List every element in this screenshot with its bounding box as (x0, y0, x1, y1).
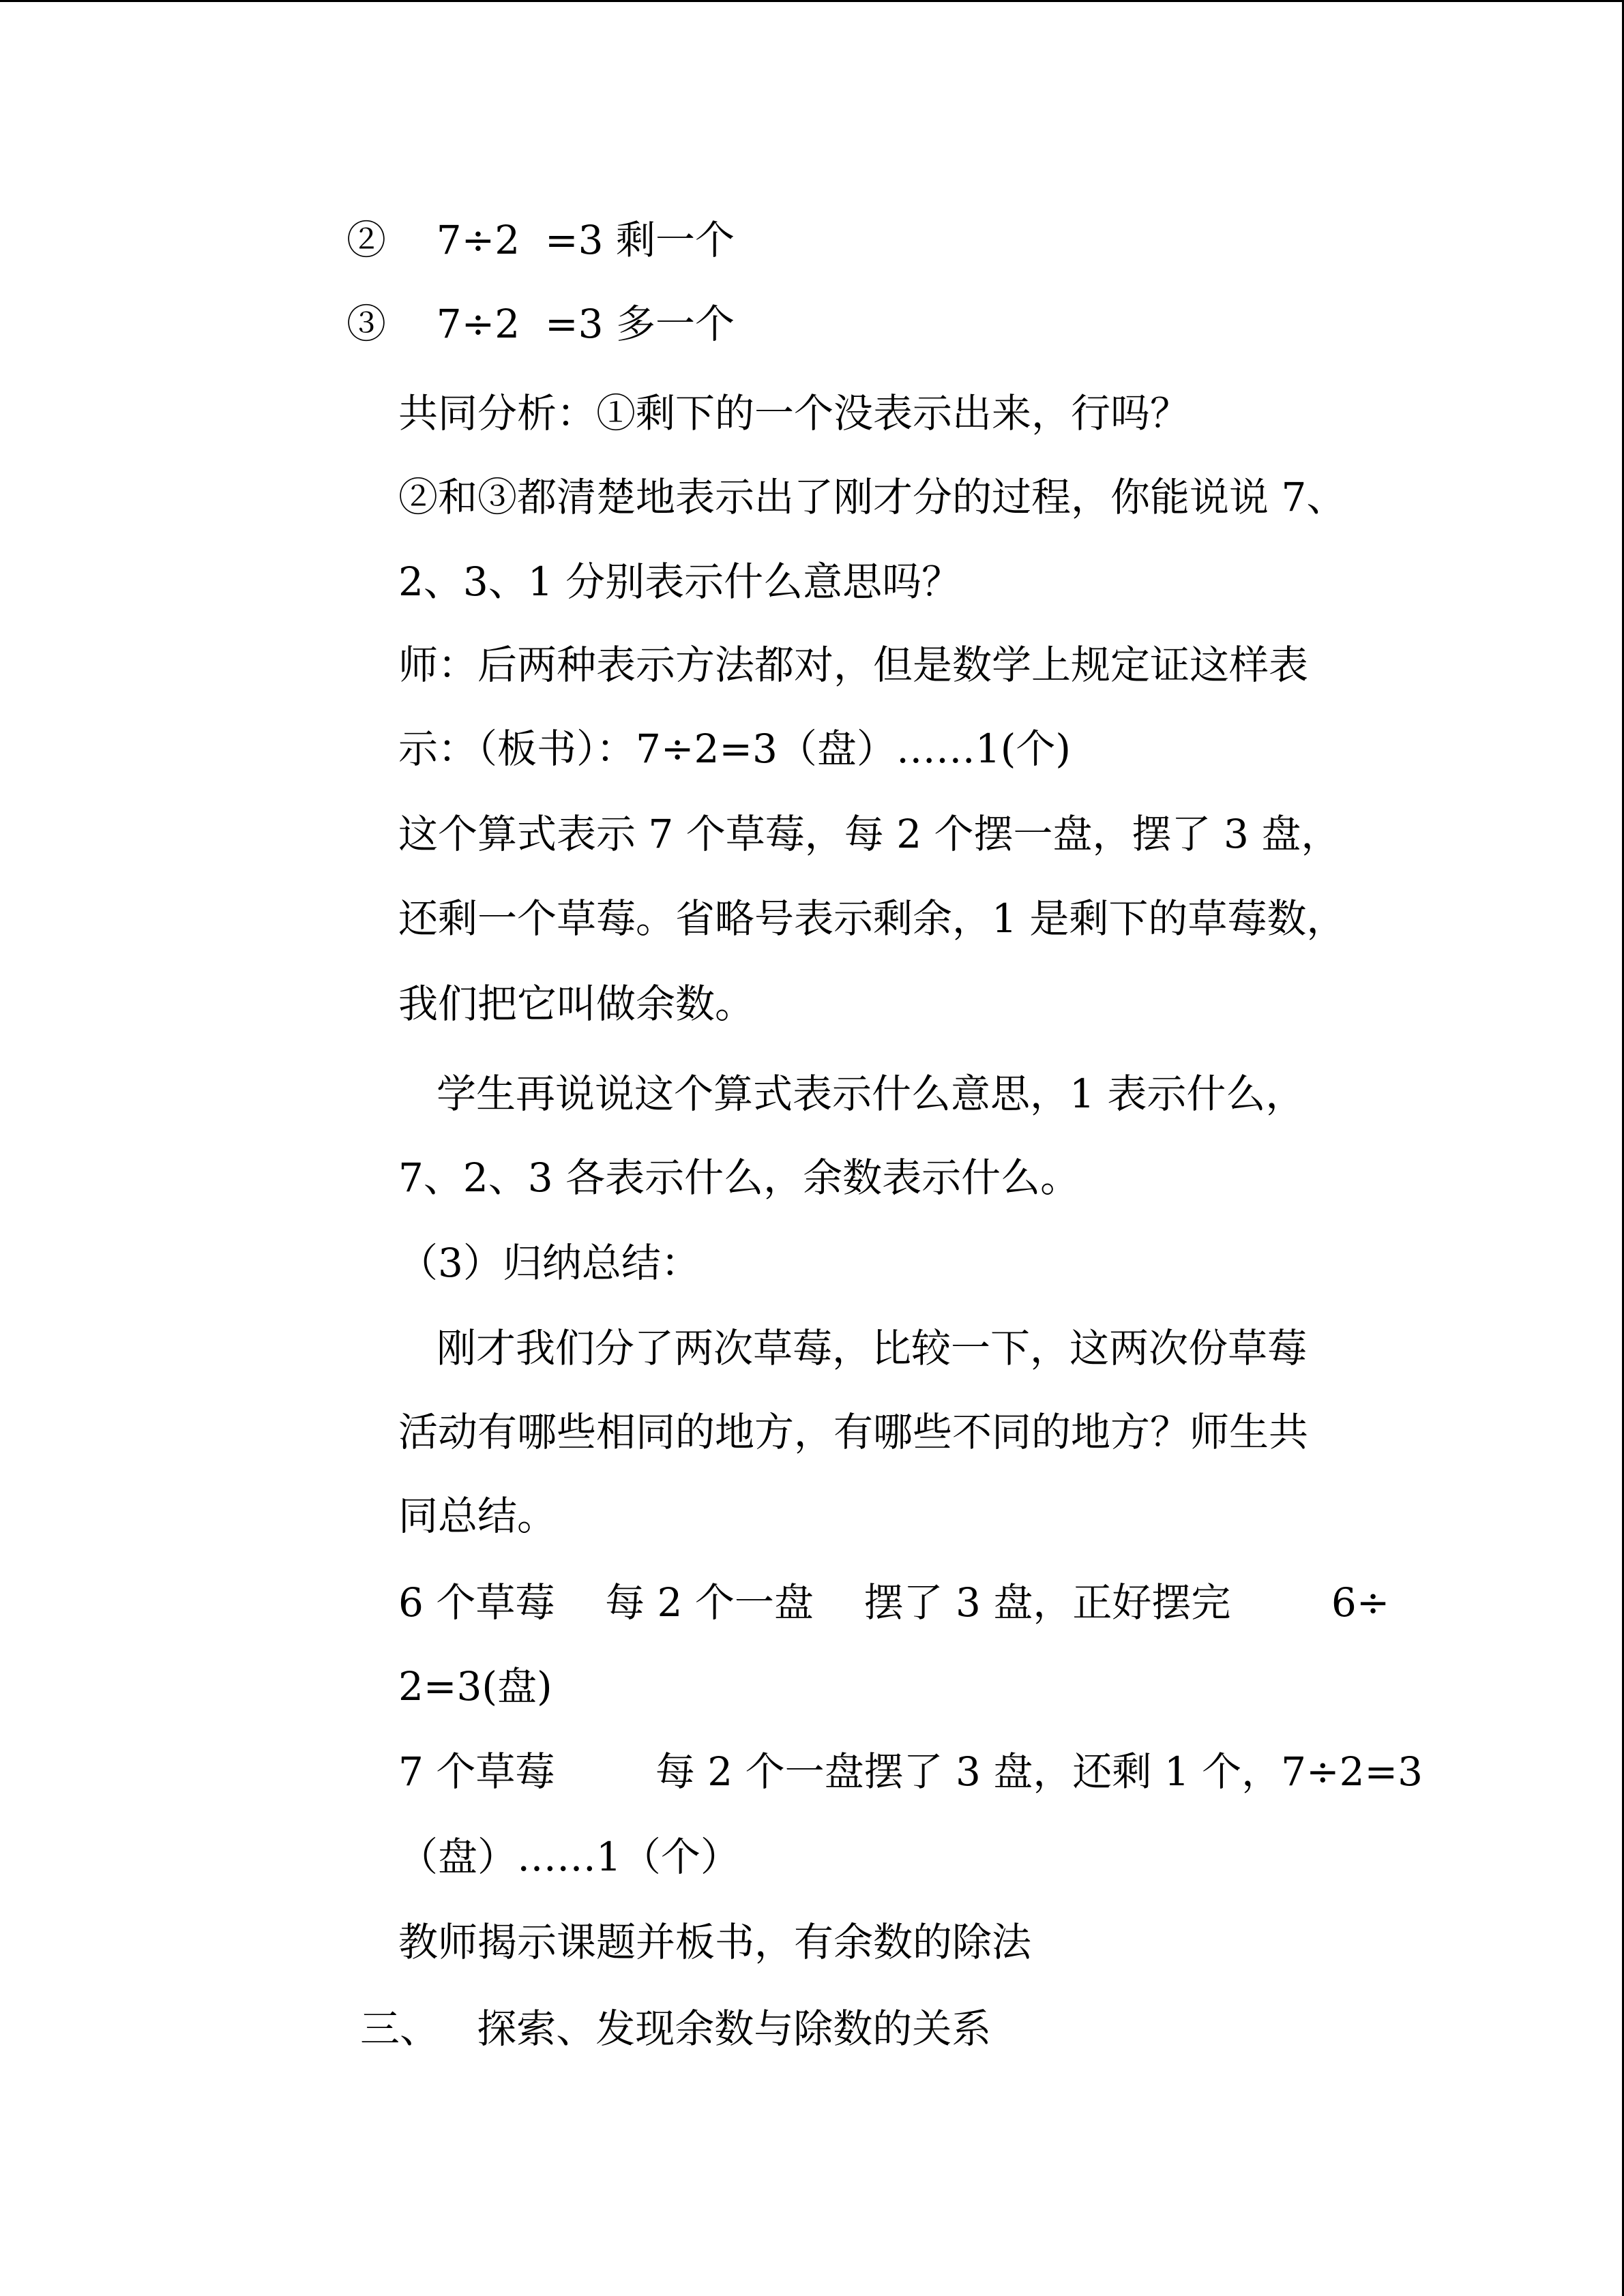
text-line: ②和③都清楚地表示出了刚才分的过程，你能说说 7、 (398, 474, 1346, 520)
text-line: 同总结。 (398, 1493, 557, 1539)
text-line: 共同分析：①剩下的一个没表示出来，行吗？ (398, 390, 1190, 436)
text-line: （盘）……1（个） (398, 1834, 740, 1880)
text-line: 2=3(盘) (398, 1663, 552, 1710)
text-line: 还剩一个草莓。省略号表示剩余，1 是剩下的草莓数， (398, 895, 1346, 942)
text-line: 7 个草莓 每 2 个一盘摆了 3 盘，还剩 1 个，7÷2=3 (398, 1748, 1423, 1795)
text-line: 2、3、1 分别表示什么意思吗？ (398, 558, 962, 605)
text-line: 示：（板书）：7÷2=3（盘）……1(个) (398, 726, 1072, 772)
text-line: ② 7÷2 =3 剩一个 (346, 217, 735, 263)
text-line: 这个算式表示 7 个草莓，每 2 个摆一盘，摆了 3 盘， (398, 811, 1341, 857)
text-line: 学生再说说这个算式表示什么意思，1 表示什么， (437, 1071, 1305, 1117)
text-line: 6 个草莓 每 2 个一盘 摆了 3 盘，正好摆完 6÷ (398, 1579, 1390, 1626)
text-line: ③ 7÷2 =3 多一个 (346, 301, 735, 347)
text-line: 刚才我们分了两次草莓，比较一下，这两次份草莓 (437, 1325, 1308, 1371)
text-line: 7、2、3 各表示什么，余数表示什么。 (398, 1154, 1080, 1201)
section-subheading: （3）归纳总结： (398, 1240, 700, 1286)
text-line: 教师揭示课题并板书，有余数的除法 (398, 1919, 1032, 1965)
text-line: 师：后两种表示方法都对，但是数学上规定证这样表 (398, 642, 1309, 688)
section-heading: 三、 探索、发现余数与除数的关系 (360, 2006, 992, 2052)
text-line: 我们把它叫做余数。 (398, 981, 755, 1027)
page-top-border (0, 0, 1624, 2)
text-line: 活动有哪些相同的地方，有哪些不同的地方？师生共 (398, 1409, 1309, 1455)
